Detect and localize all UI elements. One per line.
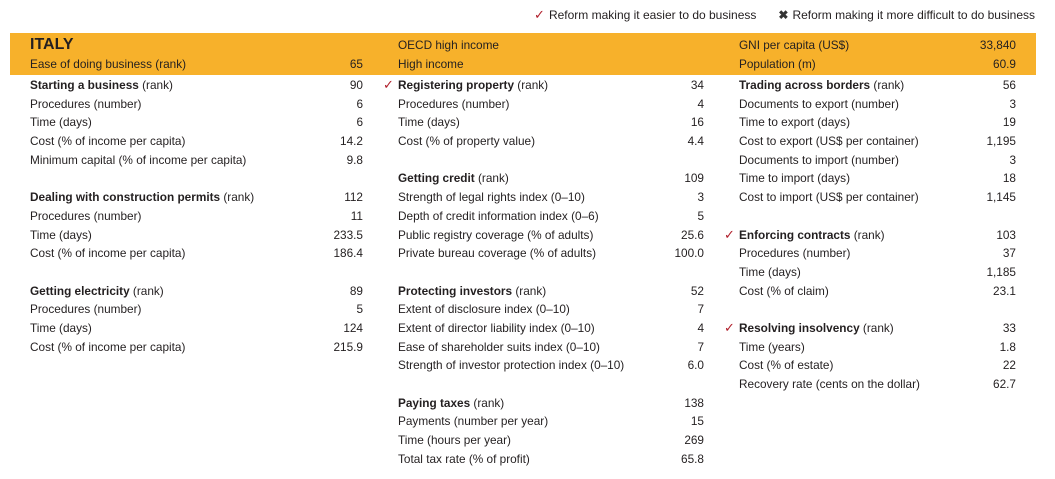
indicator-row	[398, 244, 704, 263]
section-heading	[398, 282, 704, 301]
indicator-label: Cost (% of income per capita)	[30, 134, 186, 149]
indicator-value: 6	[356, 96, 363, 111]
indicator-row	[739, 132, 1016, 151]
section-title-text: Protecting investors	[398, 283, 513, 298]
gni-value: 33,840	[979, 38, 1016, 52]
cross-icon: ✖	[778, 8, 789, 22]
indicator-row	[398, 95, 704, 114]
indicator-value: 100.0	[674, 246, 704, 261]
section-gap	[30, 263, 363, 282]
section-title-text: Paying taxes	[398, 395, 471, 410]
indicator-column-1	[30, 76, 363, 356]
country-name: ITALY	[30, 36, 74, 53]
section-heading	[30, 282, 363, 301]
indicator-row	[398, 226, 704, 245]
indicator-label: Cost (% of property value)	[398, 134, 536, 149]
indicator-value: 186.4	[333, 246, 363, 261]
section-title-suffix: (rank)	[514, 78, 549, 92]
indicator-row	[739, 263, 1016, 282]
indicator-row	[398, 319, 704, 338]
ease-of-doing-business	[30, 57, 363, 71]
indicator-value: 22	[1002, 358, 1016, 373]
legend-reform-easier	[534, 7, 756, 23]
section-title-text: Getting electricity	[30, 283, 130, 298]
indicator-row	[30, 319, 363, 338]
indicator-value: 11	[350, 208, 363, 223]
check-icon: ✓	[534, 7, 545, 22]
section-title	[30, 188, 254, 207]
gni-label: GNI per capita (US$)	[739, 38, 850, 52]
indicator-label: Cost (% of income per capita)	[30, 339, 186, 354]
indicator-value: 6.0	[687, 358, 704, 373]
indicator-row	[398, 431, 704, 450]
section-heading	[724, 226, 1016, 245]
indicator-value: 4	[697, 320, 704, 335]
indicator-row	[398, 188, 704, 207]
section-title	[398, 282, 546, 301]
indicator-value: 3	[1009, 152, 1016, 167]
indicator-label: Cost to import (US$ per container)	[739, 190, 919, 205]
indicator-label: Depth of credit information index (0–6)	[398, 208, 599, 223]
indicator-row	[30, 300, 363, 319]
section-gap	[398, 375, 704, 394]
indicator-row	[30, 95, 363, 114]
indicator-value: 14.2	[340, 134, 363, 149]
legend-reform-easier-label: Reform making it easier to do business	[548, 8, 757, 22]
indicator-row	[398, 356, 704, 375]
reform-check-icon: ✓	[383, 77, 394, 92]
indicator-value: 3	[697, 190, 704, 205]
section-title-suffix: (rank)	[138, 78, 173, 92]
indicator-row	[739, 375, 1016, 394]
indicator-value: 62.7	[993, 377, 1016, 391]
indicator-row	[739, 338, 1016, 357]
indicator-label: Cost (% of claim)	[739, 283, 829, 298]
section-title	[739, 319, 894, 338]
indicator-row	[398, 412, 704, 431]
section-rank: 52	[690, 283, 704, 298]
section-title	[30, 76, 173, 95]
indicator-label: Payments (number per year)	[398, 414, 549, 429]
section-title-suffix: (rank)	[850, 227, 885, 242]
indicator-value: 269	[684, 433, 704, 448]
section-gap	[30, 169, 363, 188]
indicator-row	[739, 356, 1016, 375]
indicator-value: 4.4	[687, 134, 704, 149]
section-gap	[398, 151, 704, 170]
indicator-row	[30, 113, 363, 132]
section-title	[398, 394, 504, 413]
indicator-label: Time (days)	[398, 115, 460, 130]
indicator-row	[398, 113, 704, 132]
indicator-label: Procedures (number)	[398, 96, 510, 111]
indicator-value: 16	[690, 115, 704, 130]
indicator-label: Cost (% of estate)	[739, 358, 834, 373]
indicator-row	[739, 169, 1016, 188]
indicator-label: Private bureau coverage (% of adults)	[398, 246, 597, 261]
indicator-label: Time (days)	[30, 320, 92, 335]
section-title-suffix: (rank)	[859, 320, 894, 335]
indicator-label: Procedures (number)	[30, 208, 142, 223]
indicator-value: 215.9	[333, 339, 363, 354]
section-title-text: Registering property	[398, 78, 515, 92]
indicator-value: 7	[697, 339, 704, 354]
indicator-label: Cost (% of income per capita)	[30, 246, 186, 261]
indicator-label: Procedures (number)	[739, 246, 851, 261]
indicator-value: 6	[356, 115, 363, 130]
indicator-row	[739, 188, 1016, 207]
indicator-value: 7	[697, 302, 704, 317]
indicator-label: Procedures (number)	[30, 302, 142, 317]
section-title-text: Enforcing contracts	[739, 227, 851, 242]
indicator-value: 19	[1002, 115, 1016, 130]
indicator-label: Extent of disclosure index (0–10)	[398, 302, 570, 317]
indicator-row	[398, 338, 704, 357]
indicator-label: Cost to export (US$ per container)	[739, 134, 919, 149]
indicator-label: Documents to export (number)	[739, 96, 899, 111]
indicator-value: 124	[343, 320, 363, 335]
indicator-value: 65.8	[681, 451, 704, 466]
indicator-value: 4	[697, 96, 704, 111]
indicator-row	[398, 132, 704, 151]
indicator-label: Documents to import (number)	[739, 152, 899, 167]
indicator-value: 1,145	[986, 190, 1016, 205]
indicator-label: Time (hours per year)	[398, 433, 511, 448]
legend-reform-harder	[778, 7, 1035, 23]
indicator-row	[739, 151, 1016, 170]
section-rank: 103	[996, 227, 1016, 242]
indicator-row	[398, 300, 704, 319]
section-title-text: Starting a business	[30, 78, 139, 92]
indicator-column-3	[724, 76, 1016, 394]
reform-check-icon: ✓	[724, 226, 735, 242]
section-title-text: Dealing with construction permits	[30, 190, 221, 205]
indicator-value: 1.8	[999, 339, 1016, 354]
section-heading	[398, 394, 704, 413]
section-title-text: Trading across borders	[739, 78, 871, 92]
section-title-suffix: (rank)	[220, 190, 255, 205]
indicator-label: Time (years)	[739, 339, 805, 354]
income-label: High income	[398, 57, 464, 71]
indicator-value: 9.8	[346, 152, 363, 167]
section-title-suffix: (rank)	[470, 395, 505, 410]
indicator-label: Strength of legal rights index (0–10)	[398, 190, 585, 205]
section-rank: 56	[1002, 78, 1016, 92]
country-header	[10, 33, 1036, 75]
ease-label: Ease of doing business (rank)	[30, 57, 187, 71]
indicator-row	[30, 151, 363, 170]
section-title-suffix: (rank)	[512, 283, 547, 298]
indicator-label: Total tax rate (% of profit)	[398, 451, 530, 466]
section-title	[30, 282, 164, 301]
section-title	[739, 226, 885, 245]
indicator-value: 25.6	[681, 227, 704, 242]
indicator-label: Minimum capital (% of income per capita)	[30, 152, 247, 167]
indicator-row	[739, 282, 1016, 301]
indicator-row	[30, 132, 363, 151]
indicator-row	[30, 338, 363, 357]
gni-per-capita	[739, 38, 1016, 52]
section-rank: 109	[684, 171, 704, 186]
legend-reform-harder-label: Reform making it more difficult to do business	[792, 8, 1035, 22]
section-gap	[739, 207, 1016, 226]
section-title	[398, 76, 548, 95]
indicator-label: Time to import (days)	[739, 171, 850, 186]
indicator-label: Public registry coverage (% of adults)	[398, 227, 594, 242]
indicator-value: 1,185	[986, 264, 1016, 279]
indicator-label: Time to export (days)	[739, 115, 851, 130]
section-gap	[398, 263, 704, 282]
indicator-row	[30, 207, 363, 226]
indicator-column-2	[383, 76, 704, 468]
region	[398, 38, 499, 52]
indicator-label: Procedures (number)	[30, 96, 142, 111]
section-rank: 34	[690, 78, 704, 92]
indicator-row	[398, 207, 704, 226]
population	[739, 57, 1016, 71]
section-title	[739, 76, 904, 95]
indicator-label: Time (days)	[30, 115, 92, 130]
indicator-label: Strength of investor protection index (0–10)	[398, 358, 625, 373]
section-heading	[724, 319, 1016, 338]
indicator-value: 5	[356, 302, 363, 317]
indicator-label: Ease of shareholder suits index (0–10)	[398, 339, 600, 354]
section-title-suffix: (rank)	[129, 283, 164, 298]
indicator-value: 233.5	[333, 227, 363, 242]
section-heading	[398, 169, 704, 188]
ease-value: 65	[349, 57, 363, 71]
section-title-suffix: (rank)	[474, 171, 509, 186]
indicator-row	[30, 226, 363, 245]
indicator-label: Time (days)	[739, 264, 801, 279]
section-rank: 138	[684, 395, 704, 410]
section-gap	[739, 300, 1016, 319]
population-value: 60.9	[993, 57, 1016, 71]
section-title-text: Getting credit	[398, 171, 475, 186]
section-heading	[383, 76, 704, 95]
indicator-value: 1,195	[986, 134, 1016, 149]
reform-check-icon: ✓	[724, 319, 735, 335]
indicator-row	[30, 244, 363, 263]
indicator-value: 37	[1002, 246, 1016, 261]
section-title	[398, 169, 509, 188]
section-rank: 89	[349, 283, 363, 298]
indicator-row	[398, 450, 704, 469]
indicator-value: 23.1	[993, 283, 1016, 298]
region-label: OECD high income	[398, 38, 499, 52]
section-rank: 90	[349, 78, 363, 92]
section-title-suffix: (rank)	[870, 78, 905, 92]
indicator-value: 15	[690, 414, 704, 429]
indicator-label: Recovery rate (cents on the dollar)	[739, 377, 920, 391]
indicator-row	[739, 113, 1016, 132]
indicator-value: 3	[1009, 96, 1016, 111]
section-heading	[739, 76, 1016, 95]
indicator-label: Extent of director liability index (0–10)	[398, 320, 595, 335]
section-title-text: Resolving insolvency	[739, 320, 860, 335]
section-heading	[30, 188, 363, 207]
indicator-row	[739, 244, 1016, 263]
indicator-value: 18	[1002, 171, 1016, 186]
indicator-row	[739, 95, 1016, 114]
population-label: Population (m)	[739, 57, 816, 71]
income-level	[398, 57, 464, 71]
section-rank: 112	[344, 190, 363, 205]
section-rank: 33	[1002, 320, 1016, 335]
indicator-label: Time (days)	[30, 227, 92, 242]
legend	[534, 7, 1035, 23]
section-heading	[30, 76, 363, 95]
indicator-value: 5	[697, 208, 704, 223]
